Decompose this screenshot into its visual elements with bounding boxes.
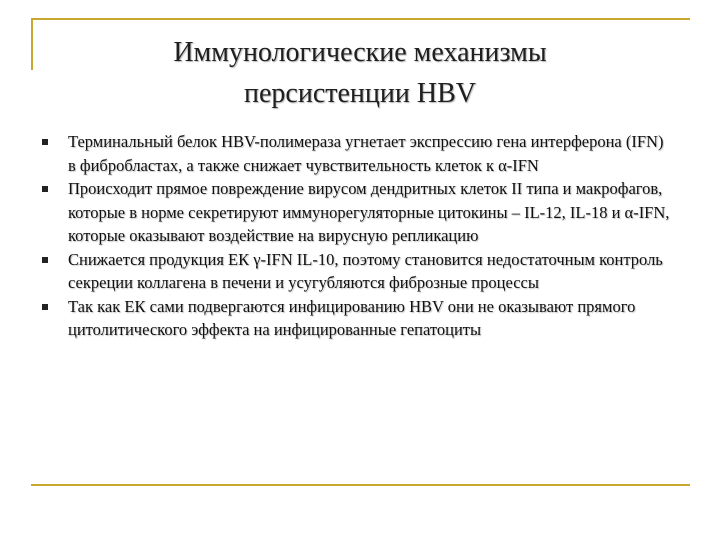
square-bullet-icon (42, 304, 48, 310)
bullet-text: Снижается продукция ЕК γ-IFN IL-10, поэтому становится недостаточным контроль секреции коллагена в печени и усугубляются фиброзные процессы (68, 249, 663, 292)
square-bullet-icon (42, 139, 48, 145)
bullet-item (42, 177, 670, 248)
slide-title-line-1: Иммунологические механизмы (173, 37, 547, 68)
bullet-text: Происходит прямое повреждение вирусом дендритных клеток II типа и макрофагов, которые в норме секретируют иммунорегуляторные цитокины – IL-12, IL-18 и α-IFN, которые оказывают воздействие на вирусную репликацию (68, 179, 670, 245)
bullet-text: Так как ЕК сами подвергаются инфицированию HBV они не оказывают прямого цитолитического эффекта на инфицированные гепатоциты (68, 296, 636, 339)
slide-title (40, 32, 680, 114)
bullet-item (42, 248, 670, 295)
bullet-list (42, 130, 670, 342)
frame-left-line (31, 18, 33, 70)
square-bullet-icon (42, 257, 48, 263)
frame-top-line (31, 18, 690, 20)
slide-title-line-2: персистенции HBV (244, 78, 476, 109)
square-bullet-icon (42, 186, 48, 192)
frame-bottom-line (31, 484, 690, 486)
bullet-item (42, 130, 670, 177)
bullet-text: Терминальный белок HBV-полимераза угнетает экспрессию гена интерферона (IFN) в фибробластах, а также снижает чувствительность клеток к α-IFN (68, 132, 664, 175)
bullet-item (42, 295, 670, 342)
